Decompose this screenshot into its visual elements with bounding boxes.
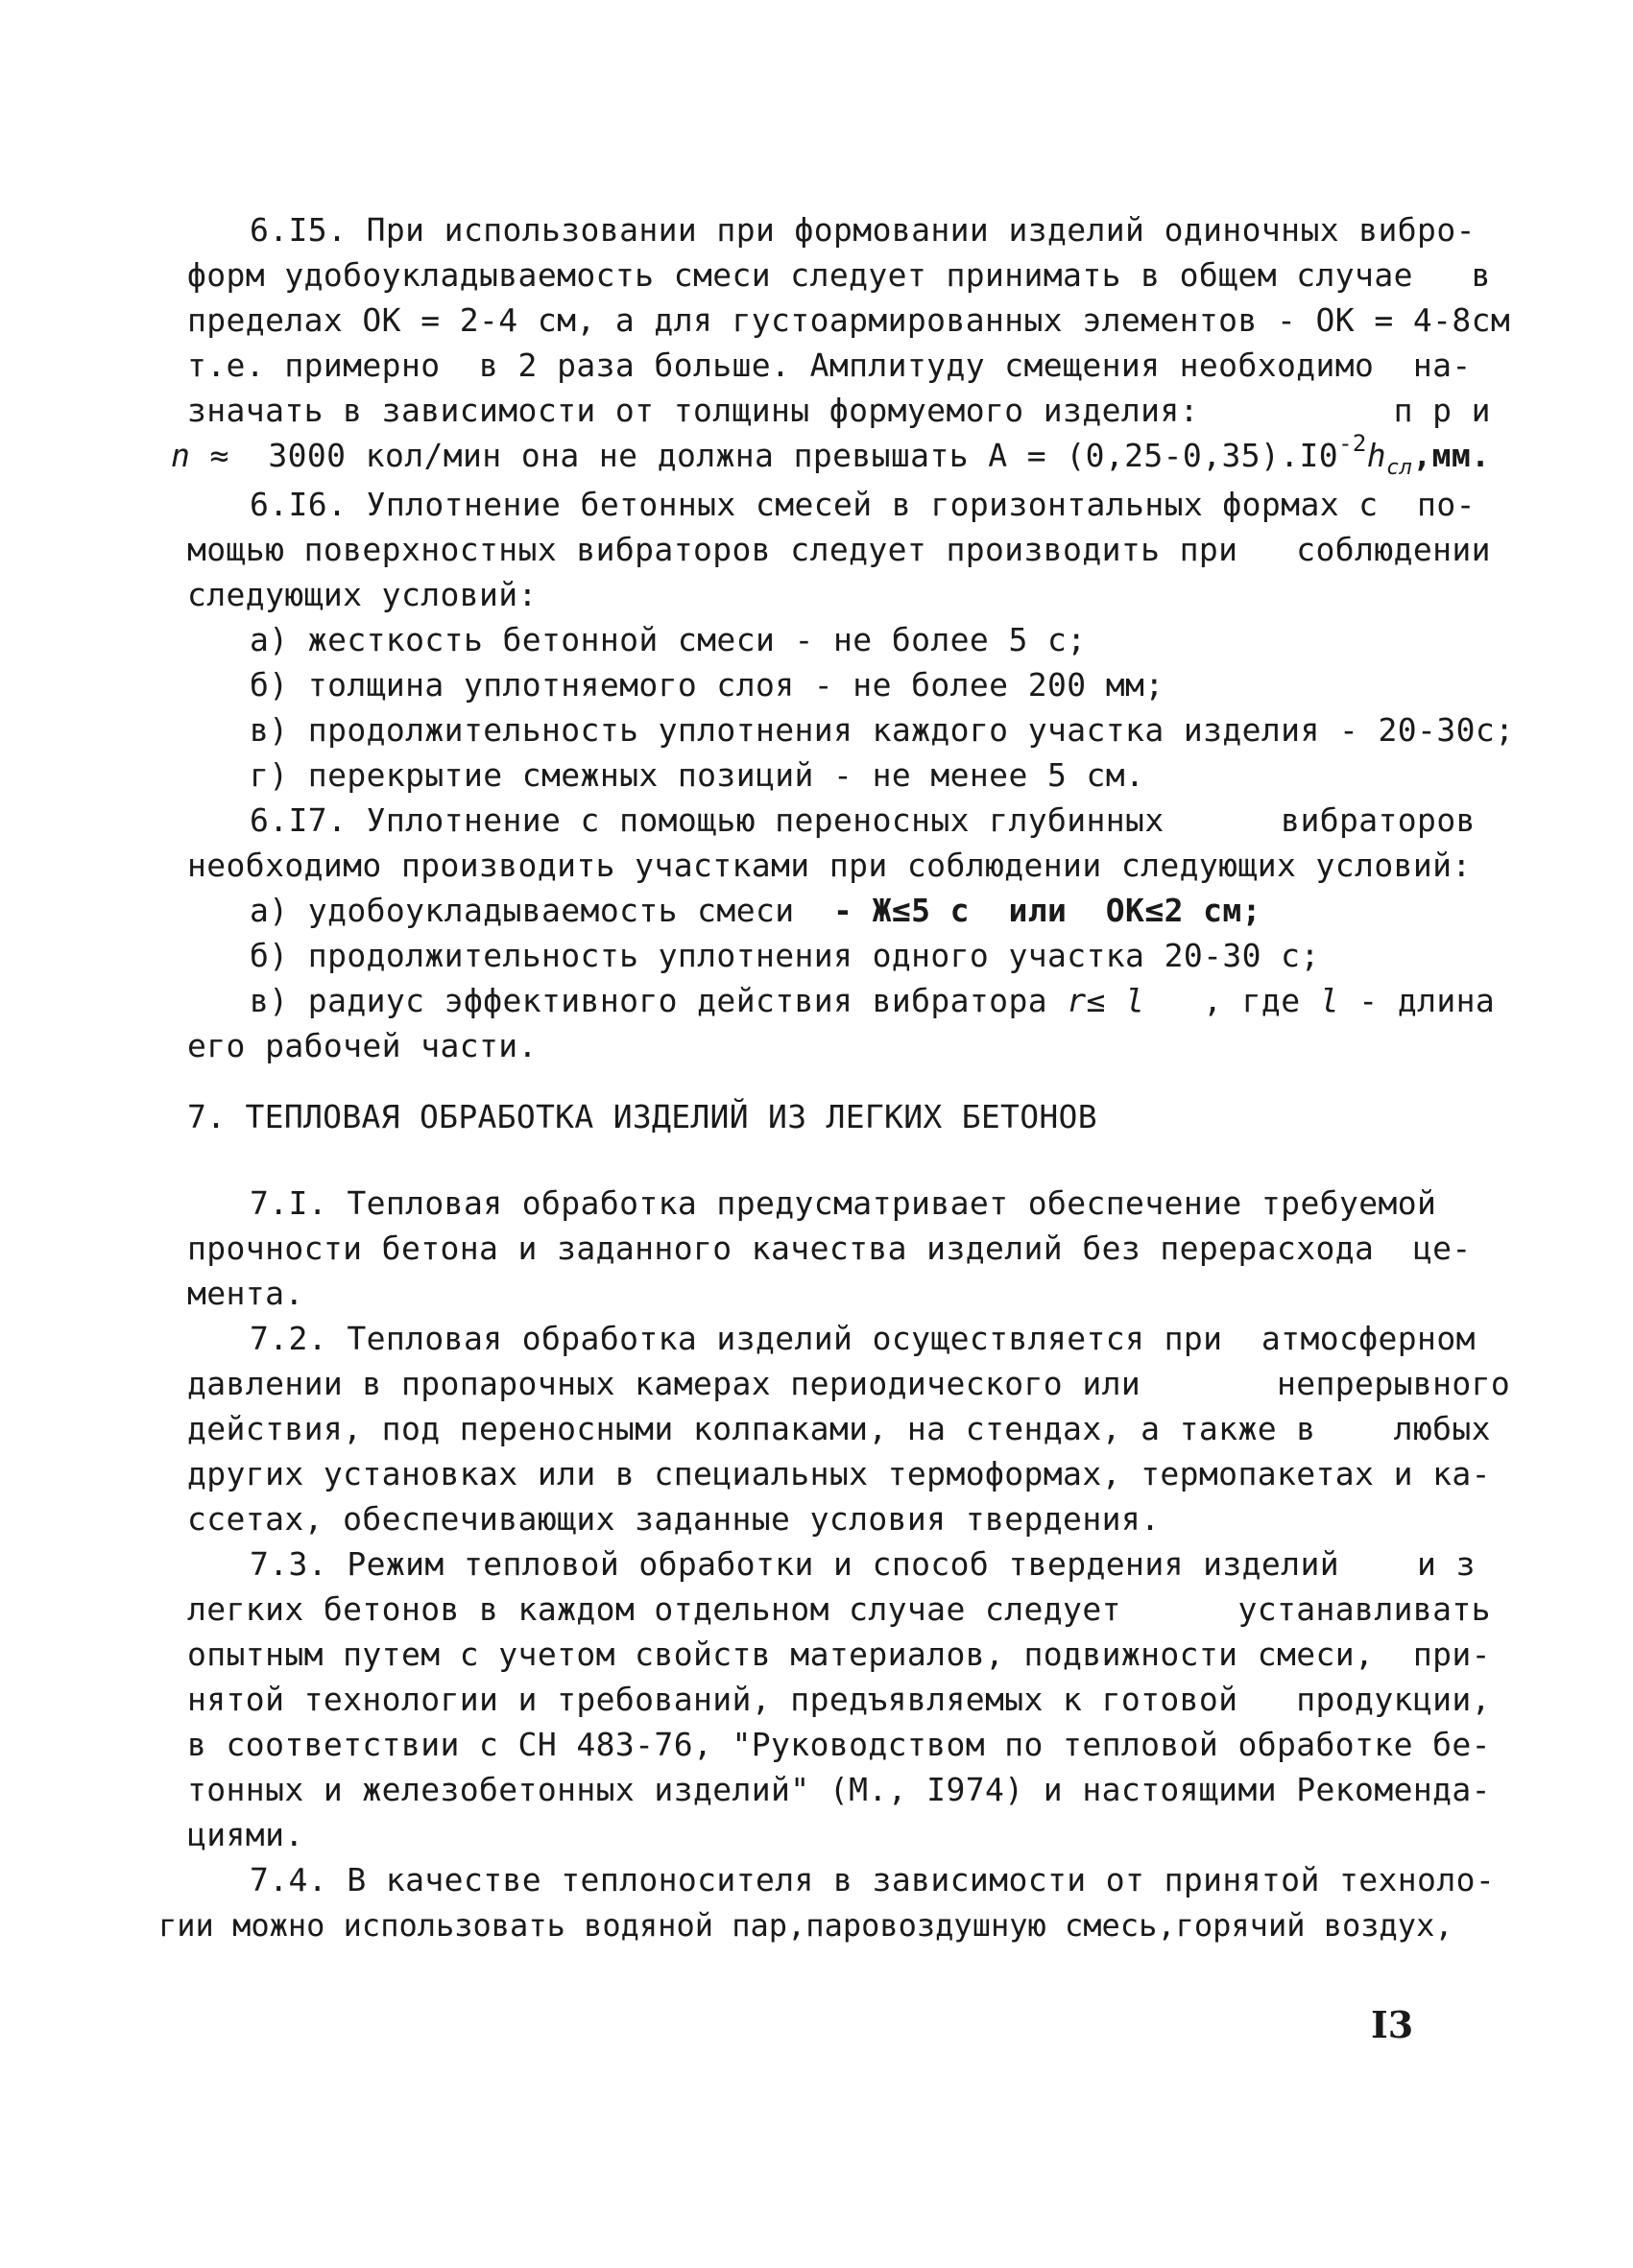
s73-line-6: тонных и железобетонных изделий" (М., I974) и настоящими Рекоменда-	[187, 1771, 1491, 1808]
s615-line-4: т.е. примерно в 2 раза больше. Амплитуду смещения необходимо на-	[187, 346, 1472, 384]
s617-item-c-end: - длина	[1339, 982, 1496, 1019]
length-symbol: l	[1319, 982, 1340, 1019]
formula-text: ≈ 3000 кол/мин она не должна превышать А = (0,25-0,35).I0	[190, 437, 1339, 474]
s617-line-c2: его рабочей части.	[187, 1027, 538, 1064]
s73-line-5: в соответствии с СН 483-76, "Руководством по тепловой обработке бе-	[187, 1726, 1491, 1763]
s615-line-2: форм удобоукладываемость смеси следует принимать в общем случае в	[187, 256, 1491, 294]
s615-line-3: пределах ОК = 2-4 см, а для густоармированных элементов - ОК = 4-8см	[187, 301, 1511, 339]
s616-item-a: а) жесткость бетонной смеси - не более 5 с;	[250, 621, 1087, 658]
s73-line-3: опытным путем с учетом свойств материалов, подвижности смеси, при-	[187, 1635, 1491, 1673]
page-number: I3	[1371, 2003, 1414, 2046]
s617-line-2: необходимо производить участками при соблюдении следующих условий:	[187, 847, 1472, 884]
s72-line-2: давлении в пропарочных камерах периодического или непрерывного	[187, 1365, 1511, 1402]
s71-line-1: 7.I. Тепловая обработка предусматривает обеспечение требуемой	[250, 1184, 1437, 1222]
s616-line-3: следующих условий:	[187, 576, 538, 613]
s73-line-7: циями.	[187, 1816, 304, 1853]
s73-line-1: 7.3. Режим тепловой обработки и способ твердения изделий и з	[250, 1545, 1476, 1583]
s617-item-c-mid: , где	[1144, 982, 1320, 1019]
formula-subscript: сл	[1386, 456, 1413, 480]
s615-line-6	[171, 430, 1491, 480]
s617-item-b: б) продолжительность уплотнения одного участка 20-30 с;	[250, 937, 1320, 974]
s72-line-1: 7.2. Тепловая обработка изделий осуществляется при атмосферном	[250, 1320, 1476, 1357]
s617-item-a-condition: - Ж≤5 с или ОК≤2 см;	[833, 892, 1261, 929]
s615-line-5: значать в зависимости от толщины формуемого изделия: п р и	[187, 392, 1491, 429]
s617-item-c	[250, 980, 1495, 1022]
s616-item-c: в) продолжительность уплотнения каждого участка изделия - 20-30с;	[250, 711, 1515, 749]
s615-line-1: 6.I5. При использовании при формовании изделий одиночных вибро-	[250, 211, 1476, 249]
formula-unit: ,мм.	[1412, 437, 1491, 474]
s617-line-1: 6.I7. Уплотнение с помощью переносных глубинных вибраторов	[250, 801, 1476, 839]
s617-item-c-text: в) радиус эффективного действия вибратора	[250, 982, 1068, 1019]
s74-line-1: 7.4. В качестве теплоносителя в зависимости от принятой техноло-	[250, 1861, 1496, 1898]
s617-item-a-text: а) удобоукладываемость смеси	[250, 892, 834, 929]
section-7-heading: 7. ТЕПЛОВАЯ ОБРАБОТКА ИЗДЕЛИЙ ИЗ ЛЕГКИХ БЕТОНОВ	[187, 1098, 1097, 1135]
formula-h: h	[1366, 437, 1387, 474]
formula-exponent: -2	[1338, 430, 1367, 457]
s73-line-2: легких бетонов в каждом отдельном случае следует устанавливать	[187, 1590, 1491, 1628]
s74-line-2: гии можно использовать водяной пар,паровоздушную смесь,горячий воздух,	[158, 1907, 1453, 1944]
s616-line-1: 6.I6. Уплотнение бетонных смесей в горизонтальных формах с по-	[250, 486, 1476, 523]
s71-line-3: мента.	[187, 1275, 304, 1312]
s71-line-2: прочности бетона и заданного качества изделий без перерасхода це-	[187, 1229, 1472, 1267]
s617-item-a	[250, 890, 1261, 932]
s72-line-4: других установках или в специальных термоформах, термопакетах и ка-	[187, 1455, 1491, 1492]
s72-line-3: действия, под переносными колпаками, на стендах, а также в любых	[187, 1410, 1491, 1447]
s616-item-b: б) толщина уплотняемого слоя - не более 200 мм;	[250, 666, 1165, 704]
formula-n: n	[171, 437, 191, 474]
s616-line-2: мощью поверхностных вибраторов следует производить при соблюдении	[187, 531, 1491, 568]
s73-line-4: нятой технологии и требований, предъявляемых к готовой продукции,	[187, 1681, 1491, 1718]
radius-formula: r≤ l	[1067, 982, 1145, 1019]
s616-item-d: г) перекрытие смежных позиций - не менее 5 см.	[250, 756, 1145, 794]
s72-line-5: ссетах, обеспечивающих заданные условия твердения.	[187, 1500, 1161, 1538]
